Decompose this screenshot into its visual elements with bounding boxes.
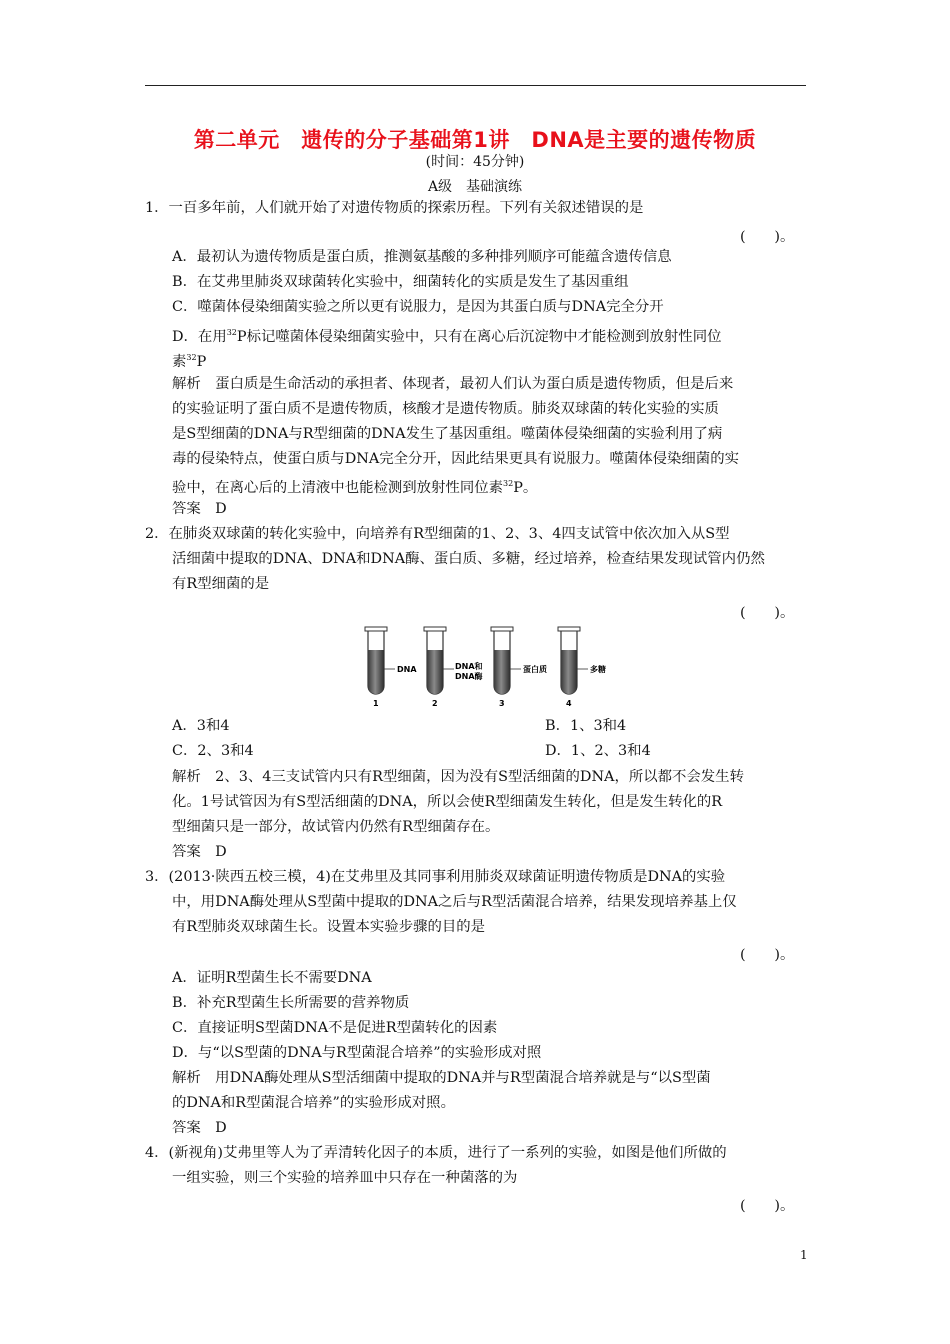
q1-option-a: A．最初认为遗传物质是蛋白质，推测氨基酸的多种排列顺序可能蕴含遗传信息 [172, 249, 672, 265]
q1-option-d: D．在用$^{32}$P标记噬菌体侵染细菌实验中，只有在离心后沉淀物中才能检测到放射性同位 [172, 328, 722, 345]
page-title: 第二单元 遗传的分子基础第1讲 DNA是主要的遗传物质 [193, 128, 757, 152]
header-rule [145, 85, 806, 86]
q1-paren: ( )。 [740, 229, 795, 245]
q1-stem: 1．一百多年前，人们就开始了对遗传物质的探索历程。下列有关叙述错误的是 [145, 200, 644, 216]
q1-option-b: B．在艾弗里肺炎双球菌转化实验中，细菌转化的实质是发生了基因重组 [172, 274, 629, 290]
q2-option-b: B．1、3和4 [545, 718, 627, 734]
level-heading: A级 基础演练 [427, 179, 523, 195]
q3-stem-1: 3．(2013·陕西五校三模，4)在艾弗里及其同事利用肺炎双球菌证明遗传物质是DNA的实验 [145, 869, 726, 885]
tube-3-number: 3 [499, 699, 505, 708]
time-note: (时间：45分钟) [425, 154, 525, 170]
tube-3-label: 蛋白质 [523, 665, 547, 674]
tube-2-number: 2 [432, 699, 438, 708]
q2-stem-1: 2．在肺炎双球菌的转化实验中，向培养有R型细菌的1、2、3、4四支试管中依次加入从S型 [145, 526, 730, 542]
q2-stem-3: 有R型细菌的是 [172, 576, 270, 592]
q2-option-c: C．2、3和4 [172, 743, 254, 759]
q2-option-a: A．3和4 [172, 718, 230, 734]
q3-explanation-2: 的DNA和R型菌混合培养”的实验形成对照。 [172, 1095, 455, 1111]
q1-option-d-cont: 素$^{32}$P [172, 353, 207, 370]
q3-stem-2: 中，用DNA酶处理从S型菌中提取的DNA之后与R型活菌混合培养，结果发现培养基上仅 [172, 894, 737, 910]
q2-answer: 答案 D [172, 844, 227, 860]
q1-explanation-5: 验中，在离心后的上清液中也能检测到放射性同位素$^{32}$P。 [172, 479, 538, 496]
q4-paren: ( )。 [740, 1198, 795, 1214]
q2-explanation-3: 型细菌只是一部分，故试管内仍然有R型细菌存在。 [172, 819, 500, 835]
q1-explanation-1: 解析 蛋白质是生命活动的承担者、体现者，最初人们认为蛋白质是遗传物质，但是后来 [172, 376, 734, 392]
test-tube-1 [365, 627, 417, 708]
q3-stem-3: 有R型肺炎双球菌生长。设置本实验步骤的目的是 [172, 919, 486, 935]
page-number: 1 [800, 1248, 808, 1262]
tube-1-label: DNA [397, 665, 417, 674]
test-tube-3 [491, 627, 547, 708]
test-tube-figure [362, 624, 622, 708]
q3-option-b: B．补充R型菌生长所需要的营养物质 [172, 995, 410, 1011]
q1-explanation-3: 是S型细菌的DNA与R型细菌的DNA发生了基因重组。噬菌体侵染细菌的实验利用了病 [172, 426, 723, 442]
tube-4-label: 多糖 [590, 665, 606, 674]
q3-option-a: A．证明R型菌生长不需要DNA [172, 970, 372, 986]
q3-option-c: C．直接证明S型菌DNA不是促进R型菌转化的因素 [172, 1020, 498, 1036]
tube-2-label-2: DNA酶 [455, 672, 483, 681]
q4-stem-2: 一组实验，则三个实验的培养皿中只存在一种菌落的为 [172, 1170, 518, 1186]
q3-answer: 答案 D [172, 1120, 227, 1136]
q1-option-c: C．噬菌体侵染细菌实验之所以更有说服力，是因为其蛋白质与DNA完全分开 [172, 299, 664, 315]
q3-explanation-1: 解析 用DNA酶处理从S型活细菌中提取的DNA并与R型菌混合培养就是与“以S型菌 [172, 1070, 711, 1086]
q1-explanation-2: 的实验证明了蛋白质不是遗传物质，核酸才是遗传物质。肺炎双球菌的转化实验的实质 [172, 401, 719, 417]
q3-option-d: D．与“以S型菌的DNA与R型菌混合培养”的实验形成对照 [172, 1045, 542, 1061]
q1-explanation-4: 毒的侵染特点，使蛋白质与DNA完全分开，因此结果更具有说服力。噬菌体侵染细菌的实 [172, 451, 739, 467]
test-tube-2 [424, 627, 483, 708]
test-tube-4 [558, 627, 606, 708]
q1-answer: 答案 D [172, 501, 227, 517]
q2-explanation-2: 化。1号试管因为有S型活细菌的DNA，所以会使R型细菌发生转化，但是发生转化的R [172, 794, 723, 810]
tube-1-number: 1 [373, 699, 379, 708]
q3-paren: ( )。 [740, 947, 795, 963]
q2-option-d: D．1、2、3和4 [545, 743, 651, 759]
q2-paren: ( )。 [740, 605, 795, 621]
tube-2-label: DNA和 [455, 662, 483, 671]
tube-4-number: 4 [566, 699, 572, 708]
q2-explanation-1: 解析 2、3、4三支试管内只有R型细菌，因为没有S型活细菌的DNA，所以都不会发生转 [172, 769, 744, 785]
q2-stem-2: 活细菌中提取的DNA、DNA和DNA酶、蛋白质、多糖，经过培养，检查结果发现试管内仍然 [172, 551, 765, 567]
q4-stem-1: 4．(新视角)艾弗里等人为了弄清转化因子的本质，进行了一系列的实验，如图是他们所做的 [145, 1145, 727, 1161]
